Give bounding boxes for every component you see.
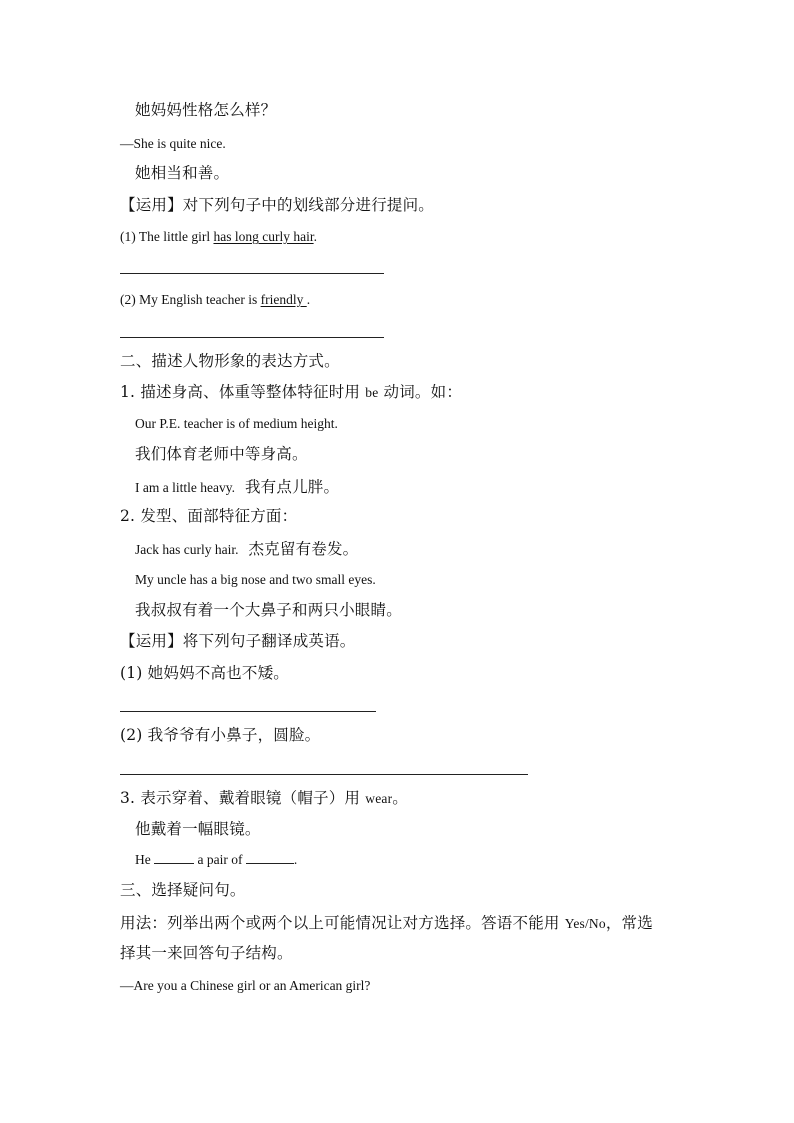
underlined-phrase: friendly [260, 292, 307, 307]
text-line: 择其一来回答句子结构。 [120, 944, 293, 962]
text-line: 2. 发型、面部特征方面： [120, 507, 298, 525]
example-translation: 我叔叔有着一个大鼻子和两只小眼睛。 [135, 601, 402, 619]
text-line: —She is quite nice. [120, 136, 226, 151]
exercise-item-2 [120, 293, 310, 307]
exercise-item-1: (1) 她妈妈不高也不矮。 [120, 664, 289, 682]
section-heading-exercise: 【运用】将下列句子翻译成英语。 [120, 632, 356, 650]
underlined-phrase: has long curly hair [213, 229, 314, 244]
section-heading-exercise: 【运用】对下列句子中的划线部分进行提问。 [120, 196, 435, 214]
answer-blank-line[interactable] [120, 337, 384, 338]
item-text: (2) My English teacher is [120, 292, 261, 307]
fill-in-sentence: He a pair of . [135, 852, 298, 867]
fill-blank-1[interactable] [154, 862, 194, 864]
fill-blank-2[interactable] [246, 862, 294, 864]
text-line: 3. 表示穿着、戴着眼镜（帽子）用 wear。 [120, 789, 408, 807]
example-sentence: Our P.E. teacher is of medium height. [135, 416, 338, 431]
text-line: 1. 描述身高、体重等整体特征时用 be 动词。如： [120, 383, 463, 401]
example-sentence: Jack has curly hair. 杰克留有卷发。 [135, 540, 359, 558]
example-translation: 他戴着一幅眼镜。 [135, 820, 261, 838]
example-translation: 我们体育老师中等身高。 [135, 445, 308, 463]
text-line: 她妈妈性格怎么样？ [135, 101, 277, 119]
example-sentence: I am a little heavy. 我有点儿胖。 [135, 478, 340, 496]
answer-blank-line[interactable] [120, 774, 528, 775]
exercise-item-1 [120, 230, 317, 244]
example-sentence: My uncle has a big nose and two small eyes. [135, 572, 376, 587]
text-line: 用法：列举出两个或两个以上可能情况让对方选择。答语不能用 Yes/No，常选 [120, 914, 653, 932]
section-heading: 二、描述人物形象的表达方式。 [120, 352, 340, 370]
item-text: . [306, 292, 311, 307]
answer-blank-line[interactable] [120, 273, 384, 274]
section-heading: 三、选择疑问句。 [120, 881, 246, 899]
text-line: 她相当和善。 [135, 164, 230, 182]
example-sentence: —Are you a Chinese girl or an American girl? [120, 978, 371, 993]
exercise-item-2: (2) 我爷爷有小鼻子，圆脸。 [120, 726, 321, 744]
item-text: (1) The little girl [120, 229, 214, 244]
answer-blank-line[interactable] [120, 711, 376, 712]
item-text: . [313, 229, 317, 244]
